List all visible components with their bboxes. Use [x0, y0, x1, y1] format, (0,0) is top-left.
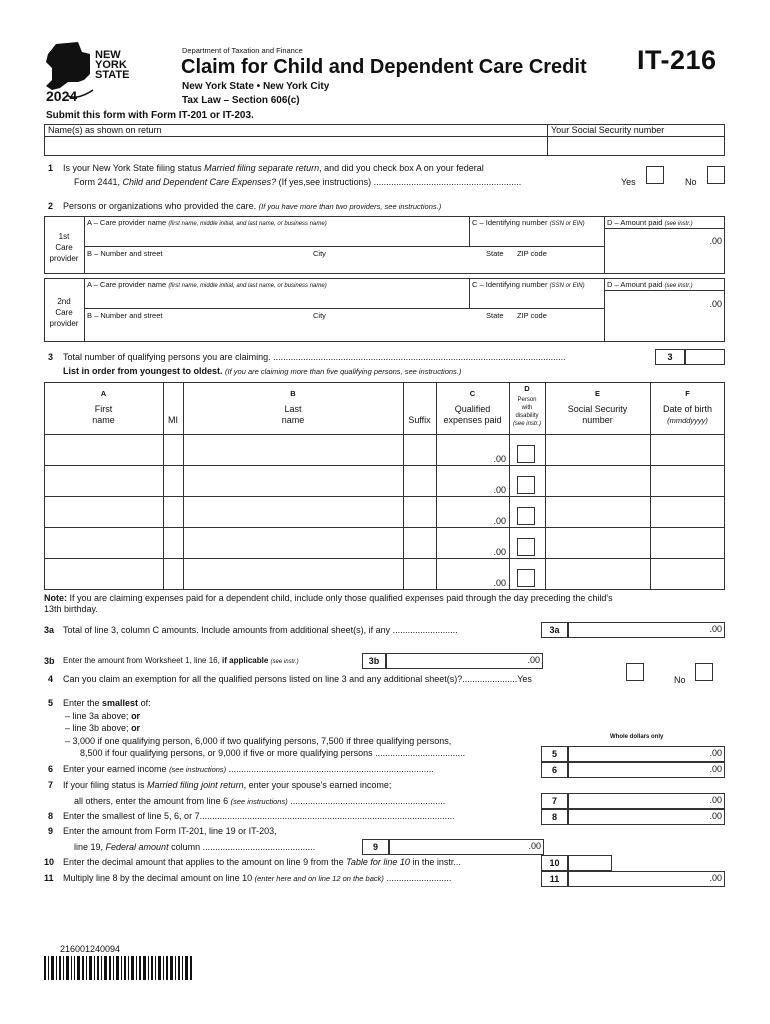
line7-text: If your filing status is Married filing joint return, enter your spouse's earned income; — [63, 780, 392, 790]
line6-box: 6 — [541, 762, 568, 778]
line11-text: Multiply line 8 by the decimal amount on line 10 (enter here and on line 12 on the back) .......................... — [63, 873, 452, 883]
line9-text: Enter the amount from Form IT-201, line 19 or IT-203, — [63, 826, 277, 836]
line5-number: 5 — [48, 698, 54, 708]
line7-amount: .00 — [709, 795, 722, 805]
row2-expenses[interactable]: .00 — [493, 485, 506, 495]
barcode-image — [44, 956, 194, 980]
line1-no-checkbox[interactable] — [707, 166, 725, 184]
line4-text: Can you claim an exemption for all the qualified persons listed on line 3 and any additional sheet(s)?......................Yes — [63, 674, 532, 684]
provider1-amount-label: D – Amount paid (see instr.) — [607, 218, 693, 227]
line4-no-checkbox[interactable] — [695, 663, 713, 681]
line1-text-b: Form 2441, Child and Dependent Care Expenses? (If yes,see instructions) ........................................................... — [74, 177, 522, 187]
line6-amount: .00 — [709, 764, 722, 774]
provider1-label: 1st Care provider — [49, 232, 79, 263]
line3a-box: 3a — [541, 622, 568, 638]
line5-bullet3: – 3,000 if one qualifying person, 6,000 if two qualifying persons, 7,500 if three qualifying persons, — [65, 736, 452, 746]
line7-box: 7 — [541, 793, 568, 809]
provider2-address-input[interactable] — [86, 321, 602, 340]
row3-disability-checkbox[interactable] — [517, 507, 535, 525]
line3a-text: Total of line 3, column C amounts. Include amounts from additional sheet(s), if any .......................... — [63, 625, 458, 635]
line10-number: 10 — [44, 857, 55, 867]
line7-text2: all others, enter the amount from line 6 (see instructions) .............................................................. — [74, 796, 446, 806]
provider1-amount[interactable]: .00 — [709, 236, 722, 246]
line10-input[interactable] — [568, 855, 612, 871]
line1-yes-checkbox[interactable] — [646, 166, 664, 184]
col-e-header: E — [594, 389, 600, 398]
note-line1: Note: If you are claiming expenses paid for a dependent child, include only those qualified expenses paid through the day preceding the child's — [44, 593, 613, 603]
line3b-amount: .00 — [527, 655, 540, 665]
line3b-box: 3b — [362, 653, 386, 669]
provider1-id-label: C – Identifying number (SSN or EIN) — [472, 218, 585, 227]
col-d-title: Person with disability (see instr.) — [512, 397, 542, 427]
col-f-header: F — [685, 389, 690, 398]
line3a-number: 3a — [44, 625, 55, 635]
provider2-zip-label: ZIP code — [517, 311, 547, 320]
provider1-address-input[interactable] — [86, 258, 602, 273]
line4-number: 4 — [48, 674, 54, 684]
submit-note: Submit this form with Form IT-201 or IT-203. — [46, 110, 254, 121]
line3b-number: 3b — [44, 656, 55, 666]
provider1-zip-label: ZIP code — [517, 249, 547, 258]
provider2-name-label: A – Care provider name (first name, middle initial, and last name, or business name) — [87, 280, 327, 289]
provider2-state-label: State — [486, 311, 504, 320]
ssn-label: Your Social Security number — [551, 125, 665, 135]
line3-text: Total number of qualifying persons you are claiming. ..................................................................................................................... — [63, 352, 566, 362]
whole-dollars-note: Whole dollars only — [610, 734, 664, 740]
line8-amount: .00 — [709, 811, 722, 821]
row1-expenses[interactable]: .00 — [493, 454, 506, 464]
logo-text — [95, 50, 129, 80]
line8-text: Enter the smallest of line 5, 6, or 7...................................................................................................... — [63, 811, 455, 821]
line5-text: Enter the smallest of: — [63, 698, 151, 708]
provider2-amount-label: D – Amount paid (see instr.) — [607, 280, 693, 289]
col-a-title: First name — [92, 404, 115, 425]
provider2-id-input[interactable] — [471, 290, 602, 307]
provider1-street-label: B – Number and street — [87, 249, 163, 258]
col-mi-title: MI — [168, 415, 178, 425]
line5-box: 5 — [541, 746, 568, 762]
form-id: IT-216 — [637, 45, 717, 75]
col-c-header: C — [469, 389, 476, 398]
line11-amount: .00 — [709, 873, 722, 883]
col-b-title: Last name — [281, 404, 305, 425]
line3-number: 3 — [48, 352, 54, 362]
provider2-street-label: B – Number and street — [87, 311, 163, 320]
line5-bullet2: – line 3b above; or — [65, 723, 141, 733]
line9-number: 9 — [48, 826, 54, 836]
provider1-name-input[interactable] — [86, 228, 467, 245]
tax-year: 2024 — [46, 88, 78, 104]
line6-text: Enter your earned income (see instructions) .................................................................................. — [63, 764, 434, 774]
col-c-title: Qualified expenses paid — [443, 404, 502, 425]
col-b-header: B — [290, 389, 296, 398]
line4-no-label: No — [674, 675, 686, 685]
line3a-amount: .00 — [709, 624, 722, 634]
logo-new: NEW — [95, 49, 121, 61]
form-subtitle-2: Tax Law – Section 606(c) — [182, 95, 300, 106]
row2-disability-checkbox[interactable] — [517, 476, 535, 494]
line3b-text: Enter the amount from Worksheet 1, line 16, if applicable (see instr.) — [63, 656, 299, 665]
line9-box: 9 — [362, 839, 389, 855]
line10-box: 10 — [541, 855, 568, 871]
line11-box: 11 — [541, 871, 568, 887]
provider1-state-label: State — [486, 249, 504, 258]
logo-state: STATE — [95, 69, 130, 81]
line3-box: 3 — [655, 349, 685, 365]
line9-text2: line 19, Federal amount column ............................................. — [74, 842, 316, 852]
line3-input[interactable] — [685, 349, 725, 365]
line6-number: 6 — [48, 764, 54, 774]
col-a-header: A — [100, 389, 107, 398]
col-e-title: Social Security number — [567, 404, 628, 425]
line2-number: 2 — [48, 201, 54, 211]
line11-number: 11 — [44, 873, 54, 883]
provider2-id-label: C – Identifying number (SSN or EIN) — [472, 280, 585, 289]
line3-list-note: List in order from youngest to oldest. (If you are claiming more than five qualifying persons, see instructions.) — [63, 366, 462, 376]
col-suffix-title: Suffix — [408, 415, 431, 425]
line7-number: 7 — [48, 780, 54, 790]
name-input[interactable] — [46, 138, 544, 154]
line1-no-label: No — [685, 177, 697, 187]
provider2-name-input[interactable] — [86, 290, 467, 307]
provider2-city-label: City — [313, 311, 326, 320]
form-subtitle-1: New York State • New York City — [182, 81, 330, 92]
line5-bullet1: – line 3a above; or — [65, 711, 141, 721]
col-f-title: Date of birth (mmddyyyy) — [662, 404, 713, 425]
line1-text-a: Is your New York State filing status Married filing separate return, and did you check box A on your federal — [63, 163, 484, 173]
note-line2: 13th birthday. — [44, 604, 98, 614]
line1-yes-label: Yes — [621, 177, 636, 187]
line8-number: 8 — [48, 811, 54, 821]
row4-disability-checkbox[interactable] — [517, 538, 535, 556]
provider2-amount[interactable]: .00 — [709, 299, 722, 309]
barcode-number: 216001240094 — [60, 944, 121, 954]
logo-york: YORK — [95, 59, 127, 71]
row3-expenses[interactable]: .00 — [493, 516, 506, 526]
row5-disability-checkbox[interactable] — [517, 569, 535, 587]
form-title: Claim for Child and Dependent Care Credit — [181, 56, 587, 78]
row1-disability-checkbox[interactable] — [517, 445, 535, 463]
provider1-id-input[interactable] — [471, 228, 602, 245]
row5-expenses[interactable]: .00 — [493, 578, 506, 588]
line4-yes-checkbox[interactable] — [626, 663, 644, 681]
line1-number: 1 — [48, 163, 54, 173]
ssn-input[interactable] — [549, 138, 723, 154]
line5-bullet4: 8,500 if four qualifying persons, or 9,000 if five or more qualifying persons .................................... — [80, 748, 466, 758]
name-label: Name(s) as shown on return — [48, 125, 162, 135]
line2-text: Persons or organizations who provided the care. (If you have more than two providers, see instructions.) — [63, 201, 442, 211]
col-d-header: D — [524, 384, 530, 393]
provider2-label: 2nd Care provider — [49, 297, 79, 328]
provider1-name-label: A – Care provider name (first name, middle initial, and last name, or business name) — [87, 218, 327, 227]
department: Department of Taxation and Finance — [182, 46, 303, 55]
line8-box: 8 — [541, 809, 568, 825]
line10-text: Enter the decimal amount that applies to the amount on line 9 from the Table for line 10 in the instr... — [63, 857, 461, 867]
row4-expenses[interactable]: .00 — [493, 547, 506, 557]
line9-amount: .00 — [528, 841, 541, 851]
line5-amount: .00 — [709, 748, 722, 758]
provider1-city-label: City — [313, 249, 326, 258]
